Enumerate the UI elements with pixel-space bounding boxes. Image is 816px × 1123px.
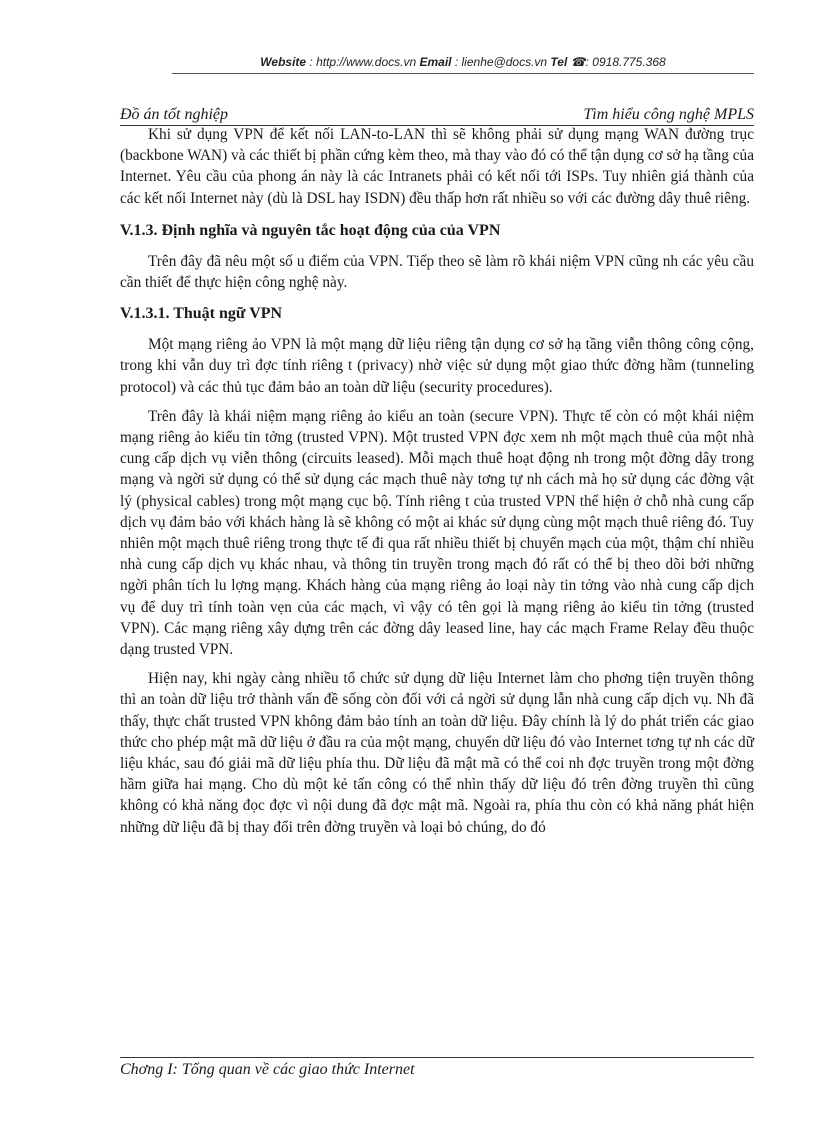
phone-icon: ☎	[570, 55, 586, 69]
paragraph-5: Hiện nay, khi ngày càng nhiều tổ chức sử dụng dữ liệu Internet làm cho phơng tiện truyền thông thì an toàn dữ liệu trở thành vấn đề sống còn đối với cả ngời sử dụng lẫn nhà cung cấp dịch vụ. Nh đã thấy, thực chất trusted VPN không đảm bảo tính an toàn dữ liệu. Đây chính là lý do phát triển các giao thức cho phép mật mã dữ liệu ở đầu ra của một mạng, chuyển dữ liệu đó vào Internet tơng tự nh các dữ liệu khác, sau đó giải mã dữ liệu phía thu. Dữ liệu đã mật mã có thể coi nh đợc truyền trong một đờng hầm giữa hai mạng. Cho dù một kẻ tấn công có thể nhìn thấy dữ liệu đó trên đờng truyền thì cũng không có khả năng đọc đợc vì nội dung đã đợc mật mã. Ngoài ra, phía thu còn có khả năng phát hiện những dữ liệu đã bị thay đổi trên đờng truyền và loại bỏ chúng, do đó	[120, 670, 754, 836]
paragraph-1: Khi sử dụng VPN để kết nối LAN-to-LAN thì sẽ không phải sử dụng mạng WAN đường trục (backbone WAN) và các thiết bị phần cứng kèm theo, mà thay vào đó có thể tận dụng cơ sở hạ tầng của Internet. Yêu cầu của phong án này là các Intranets phải có kết nối tới ISPs. Tuy nhiên giá thành của các kết nối Internet này (dù là DSL hay ISDN) đều thấp hơn rất nhiều so với các đường dây thuê riêng.	[120, 126, 754, 207]
section-heading-1-3: V.1.3. Định nghĩa và nguyên tắc hoạt động của của VPN	[120, 221, 501, 239]
section-heading-1-3-1: V.1.3.1. Thuật ngữ VPN	[120, 305, 283, 323]
tel-number: : 0918.775.368	[585, 55, 666, 69]
header-right-title: Tìm hiểu công nghệ MPLS	[583, 106, 754, 123]
email-label: Email	[419, 55, 452, 69]
paragraph-4: Trên đây là khái niệm mạng riêng ảo kiểu an toàn (secure VPN). Thực tế còn có một khái niệm mạng riêng ảo kiểu tin tởng (trusted VPN). Một trusted VPN đợc xem nh một mạch thuê của một nhà cung cấp dịch vụ viễn thông (circuits leased). Mỗi mạch thuê hoạt động nh trong một đờng dây trong mạng và ngời sử dụng có thể sử dụng các mạch thuê này tơng tự nh cách mà họ sử dụng các đờng vật lý (physical cables) trong một mạng cục bộ. Tính riêng t của trusted VPN thể hiện ở chỗ nhà cung cấp dịch vụ đảm bảo với khách hàng là sẽ không có một ai khác sử dụng cùng một mạch thuê riêng đó. Tuy nhiên một mạch thuê riêng trong thực tế đi qua rất nhiều thiết bị chuyển mạch của một, thậm chí nhiều nhà cung cấp dịch vụ khác nhau, và thông tin truyền trong mạch đó rất có thể bị theo dõi bởi những ngời phân tích lu lợng mạng. Khách hàng của mạng riêng ảo loại này tin tởng vào nhà cung cấp dịch vụ để duy trì tính toàn vẹn của các mạch, vì vậy có tên gọi là mạng riêng ảo kiểu tin tởng (trusted VPN). Các mạng riêng xây dựng trên các đờng dây leased line, hay các mạch Frame Relay đều thuộc dạng trusted VPN.	[120, 407, 754, 659]
document-body	[120, 124, 754, 838]
document-header	[120, 105, 754, 126]
paragraph-3: Một mạng riêng ảo VPN là một mạng dữ liệu riêng tận dụng cơ sở hạ tầng viễn thông công cộng, trong khi vẫn duy trì đợc tính riêng t (privacy) nhờ việc sử dụng một giao thức đờng hầm (tunneling protocol) và các thủ tục đảm bảo an toàn dữ liệu (security procedures).	[120, 336, 754, 396]
footer-chapter-title: Chơng I: Tổng quan về các giao thức Internet	[120, 1061, 415, 1078]
website-contact-bar	[172, 54, 754, 74]
paragraph-2: Trên đây đã nêu một số u điểm của VPN. Tiếp theo sẽ làm rõ khái niệm VPN cũng nh các yêu cầu cần thiết để thực hiện công nghệ này.	[120, 252, 754, 292]
email-address[interactable]: : lienhe@docs.vn	[454, 55, 548, 69]
website-url[interactable]: : http://www.docs.vn	[309, 55, 417, 69]
document-footer	[120, 1057, 754, 1080]
tel-label: Tel	[550, 55, 568, 69]
website-label: Website	[260, 55, 307, 69]
header-left-title: Đồ án tốt nghiệp	[120, 106, 228, 123]
